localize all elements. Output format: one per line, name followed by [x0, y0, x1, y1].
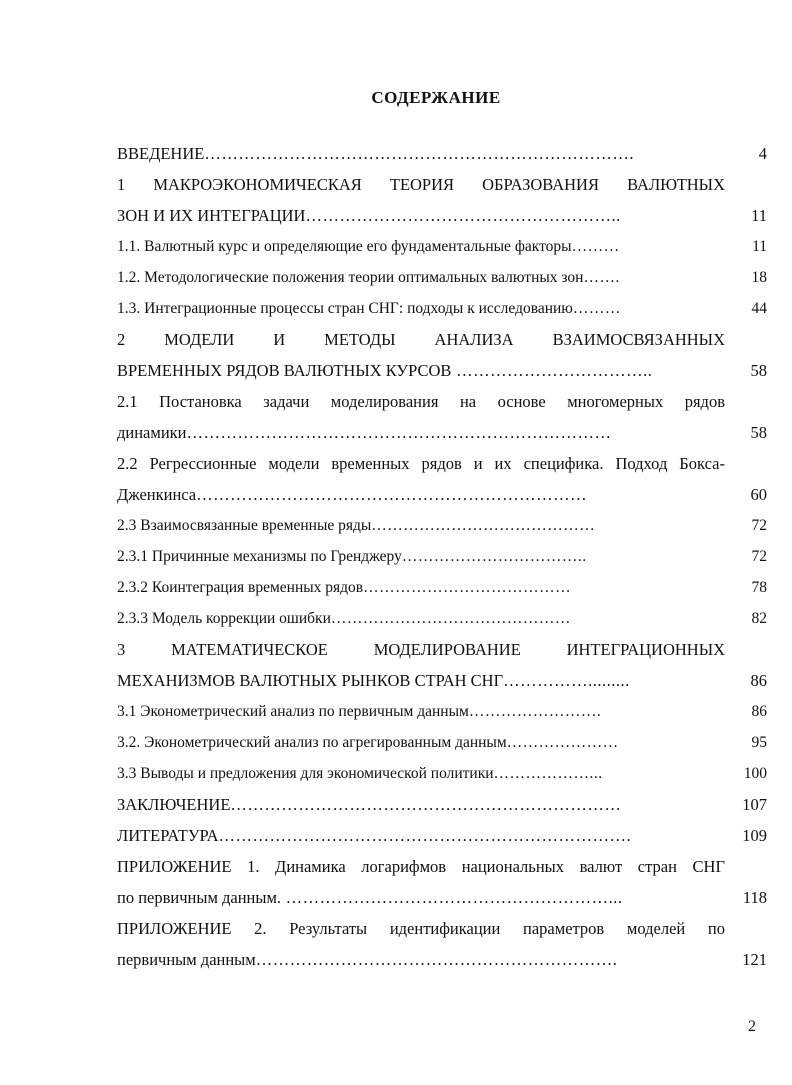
toc-leader: …………………………………………………………………: [186, 423, 612, 442]
toc-leader: …………….........: [503, 671, 630, 690]
toc-page: 11: [752, 238, 767, 255]
toc-leader: ………………………………………: [330, 610, 571, 627]
toc-entry: [117, 820, 767, 851]
toc-text: 2.3.2 Коинтеграция временных рядов: [117, 579, 364, 596]
toc-entry: [117, 758, 767, 789]
toc-entry: [117, 665, 767, 696]
toc-leader: ……………………………………………………………….: [218, 826, 632, 845]
toc-text: 2.3.3 Модель коррекции ошибки: [117, 610, 331, 627]
toc-text: ПРИЛОЖЕНИЕ 1. Динамика логарифмов национальных валют стран СНГ: [117, 857, 725, 876]
toc-page: 118: [742, 888, 767, 907]
toc-entry: [117, 789, 767, 820]
toc-page: 11: [751, 206, 767, 225]
toc-entry: [117, 696, 767, 727]
toc-entry: [117, 293, 767, 324]
toc-leader: ……………………………………: [371, 517, 596, 534]
page-number: 2: [748, 1018, 756, 1035]
toc-leader: ……………………………..: [451, 361, 653, 380]
toc-leader: ………………………………………………..: [305, 206, 621, 225]
toc-entry: [117, 138, 767, 169]
toc-entry: [117, 913, 767, 944]
toc-page: 95: [751, 734, 767, 751]
toc-entry: [117, 882, 767, 913]
toc-entry: [117, 231, 767, 262]
toc-page: 109: [742, 826, 767, 845]
toc-page: 107: [742, 795, 767, 814]
toc-leader: ………: [572, 300, 621, 317]
toc-page: 60: [750, 485, 767, 504]
toc-text: 2.2 Регрессионные модели временных рядов и их специфика. Подход Бокса-: [117, 454, 725, 473]
toc-leader: ……………………………………………………………: [230, 795, 622, 814]
toc-text: 2.3.1 Причинные механизмы по Гренджеру: [117, 548, 402, 565]
toc-text: 1.1. Валютный курс и определяющие его фундаментальные факторы: [117, 238, 572, 255]
toc-text: 2.1 Постановка задачи моделирования на основе многомерных рядов: [117, 392, 725, 411]
toc-entry: [117, 169, 767, 200]
toc-text: ЛИТЕРАТУРА: [117, 826, 219, 845]
toc-entry: [117, 510, 767, 541]
toc-leader: ……………………………………………………………: [196, 485, 588, 504]
toc-page: 4: [758, 144, 767, 163]
toc-entry: [117, 603, 767, 634]
toc-text: МЕХАНИЗМОВ ВАЛЮТНЫХ РЫНКОВ СТРАН СНГ: [117, 671, 504, 690]
toc-leader: ……………………………..: [401, 548, 587, 565]
toc-leader: …………………………………………………...: [281, 888, 623, 907]
toc-entry: [117, 262, 767, 293]
toc-page: 44: [751, 300, 767, 317]
toc-entry: [117, 851, 767, 882]
toc-entry: [117, 417, 767, 448]
toc-entry: [117, 386, 767, 417]
toc-page: 18: [751, 269, 767, 286]
toc-entry: [117, 727, 767, 758]
toc-page: 86: [750, 671, 767, 690]
toc-text: Дженкинса: [117, 485, 197, 504]
toc-leader: …………………………………: [363, 579, 572, 596]
toc-text: 2.3 Взаимосвязанные временные ряды: [117, 517, 372, 534]
toc-entry: [117, 200, 767, 231]
toc-text: 3.3 Выводы и предложения для экономической политики: [117, 765, 494, 782]
toc-text: 1.2. Методологические положения теории оптимальных валютных зон: [117, 269, 584, 286]
toc-entry: [117, 572, 767, 603]
toc-leader: …….: [583, 269, 620, 286]
page-title: СОДЕРЖАНИЕ: [371, 88, 501, 107]
toc-text: ПРИЛОЖЕНИЕ 2. Результаты идентификации параметров моделей по: [117, 919, 725, 938]
toc-entry: [117, 324, 767, 355]
toc-entry: [117, 448, 767, 479]
toc-text: 3 МАТЕМАТИЧЕСКОЕ МОДЕЛИРОВАНИЕ ИНТЕГРАЦИОННЫХ: [117, 640, 725, 659]
toc-page: 100: [743, 765, 767, 782]
toc-entry: [117, 944, 767, 975]
toc-leader: ………………...: [493, 765, 603, 782]
toc-page: 121: [742, 950, 767, 969]
toc-page: 82: [751, 610, 767, 627]
toc-leader: …………………….: [468, 703, 602, 720]
toc-leader: …………………: [506, 734, 619, 751]
toc-text: ВРЕМЕННЫХ РЯДОВ ВАЛЮТНЫХ КУРСОВ: [117, 361, 452, 380]
toc-entry: [117, 479, 767, 510]
toc-entry: [117, 541, 767, 572]
toc-page: 58: [750, 423, 767, 442]
toc-entry: [117, 634, 767, 665]
toc-text: 2 МОДЕЛИ И МЕТОДЫ АНАЛИЗА ВЗАИМОСВЯЗАННЫХ: [117, 330, 725, 349]
toc-text: 1 МАКРОЭКОНОМИЧЕСКАЯ ТЕОРИЯ ОБРАЗОВАНИЯ ВАЛЮТНЫХ: [117, 175, 725, 194]
toc-text: 3.2. Эконометрический анализ по агрегированным данным: [117, 734, 507, 751]
toc-text: по первичным данным.: [117, 888, 282, 907]
toc-text: ЗАКЛЮЧЕНИЕ: [117, 795, 231, 814]
toc-leader: ………: [571, 238, 620, 255]
toc-text: ЗОН И ИХ ИНТЕГРАЦИИ: [117, 206, 306, 225]
toc-page: 78: [751, 579, 767, 596]
toc-text: динамики: [117, 423, 187, 442]
toc-text: ВВЕДЕНИЕ: [117, 144, 205, 163]
toc-text: 3.1 Эконометрический анализ по первичным данным: [117, 703, 469, 720]
toc-text: 1.3. Интеграционные процессы стран СНГ: подходы к исследованию: [117, 300, 573, 317]
toc-page: 58: [750, 361, 767, 380]
toc-leader: ………………………………………………………………….: [204, 144, 634, 163]
toc-entry: [117, 355, 767, 386]
toc-page: 72: [751, 517, 767, 534]
toc-text: первичным данным: [117, 950, 256, 969]
toc-page: 72: [751, 548, 767, 565]
toc-leader: ……………………………………………………….: [255, 950, 618, 969]
table-of-contents: [117, 138, 767, 975]
toc-page: 86: [751, 703, 767, 720]
